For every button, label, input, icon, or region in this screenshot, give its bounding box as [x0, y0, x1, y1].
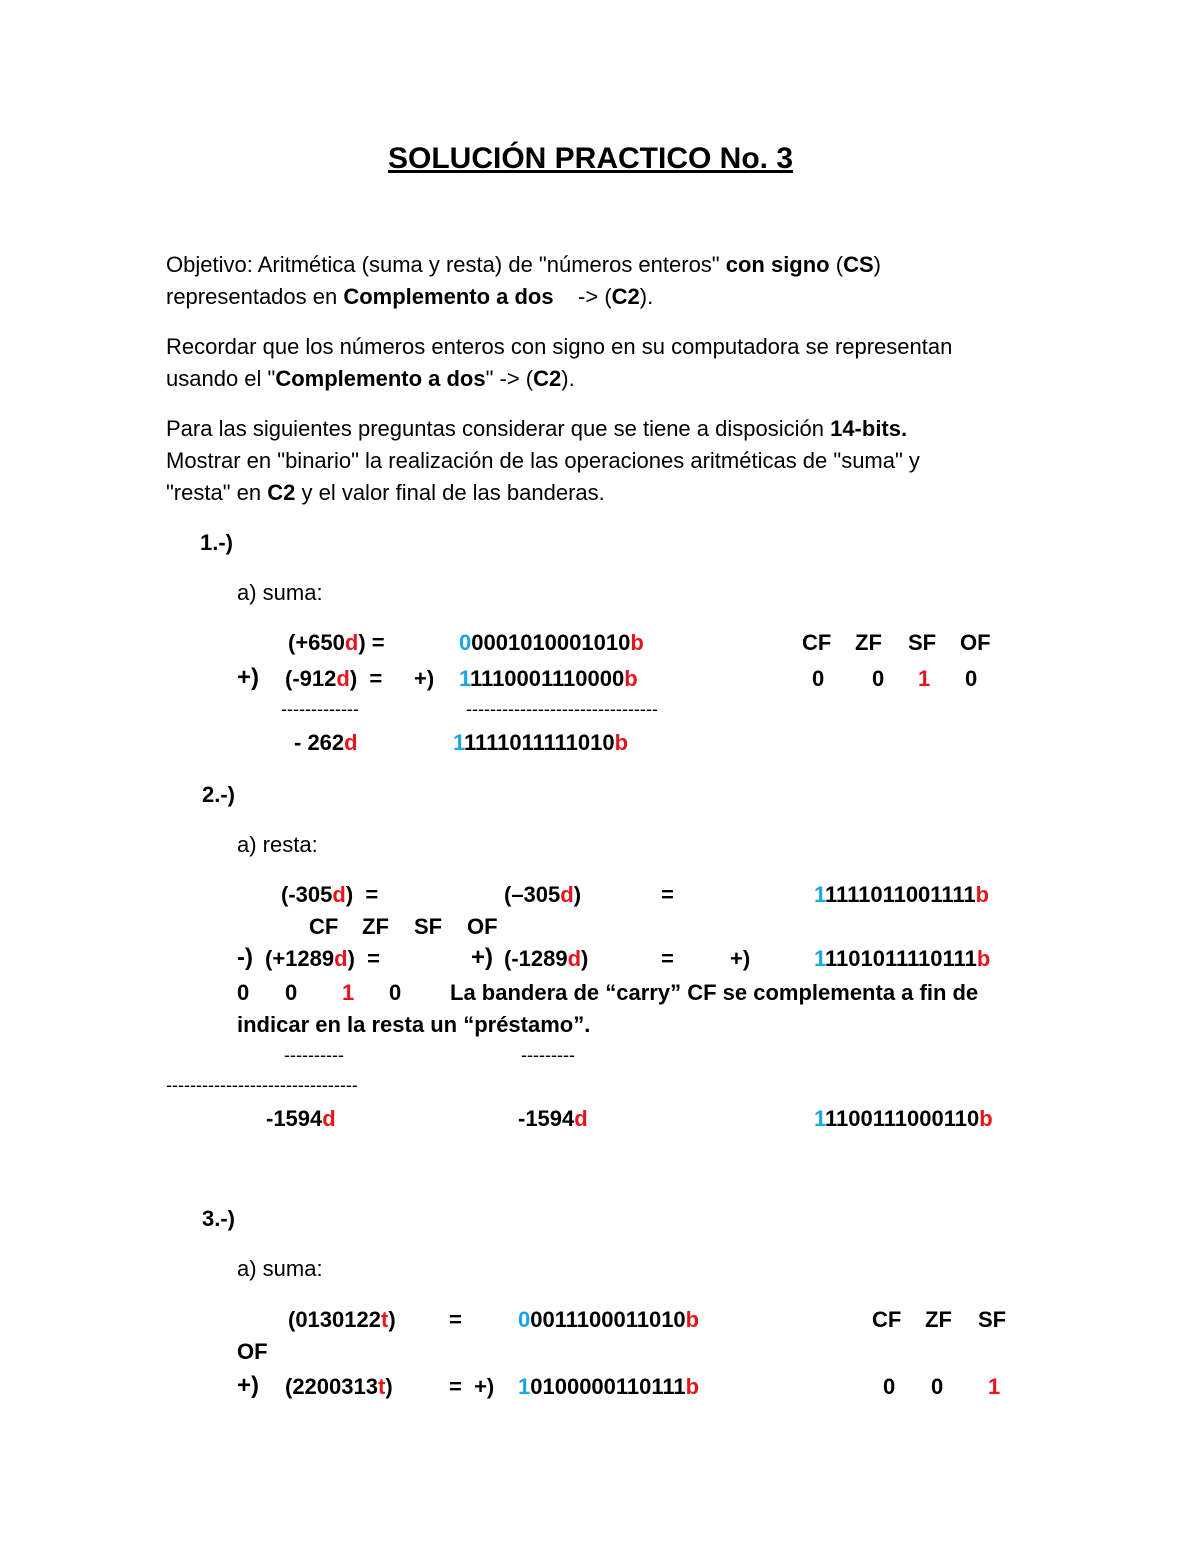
p2-operand-2 — [265, 948, 380, 970]
p2-result-decimal — [266, 1108, 336, 1130]
p3-binary-2 — [518, 1376, 699, 1398]
objective-line-1 — [166, 254, 881, 276]
p3-operand-2 — [285, 1376, 393, 1398]
p2-binary-2 — [814, 948, 990, 970]
divider: ---------- — [284, 1045, 344, 1065]
ternary-suffix: t — [377, 1374, 386, 1399]
binary-suffix: b — [630, 630, 644, 655]
text: " -> ( — [485, 366, 534, 391]
equals: ) = — [358, 630, 385, 655]
instructions-line-2: Mostrar en "binario" la realización de las operaciones aritméticas de "suma" y — [166, 448, 920, 473]
flag-of: OF — [237, 1339, 268, 1364]
complemento-a-dos: Complemento a dos — [343, 284, 554, 309]
value: -1594 — [266, 1106, 323, 1131]
bits: 1101011110111 — [825, 946, 977, 971]
divider: -------------------------------- — [166, 1075, 358, 1095]
problem-3-label: a) suma: — [237, 1256, 323, 1281]
minus-operator: -) — [237, 944, 253, 971]
sign-bit: 1 — [459, 666, 471, 691]
p3-binary-1 — [518, 1309, 699, 1331]
objective-label: Objetivo: — [166, 252, 253, 277]
flag-sf-value: 1 — [342, 980, 355, 1005]
p1-binary-1 — [459, 632, 644, 654]
p2-result-binary — [814, 1108, 993, 1130]
decimal-suffix: d — [344, 630, 359, 655]
sign-bit: 1 — [453, 730, 465, 755]
decimal-suffix: d — [560, 882, 574, 907]
plus-operator: +) — [471, 944, 494, 971]
cs-abbrev: CS — [843, 252, 874, 277]
flag-of: OF — [467, 914, 498, 939]
flag-sf: SF — [978, 1307, 1007, 1332]
text: usando el " — [166, 366, 276, 391]
sign-bit: 1 — [518, 1374, 531, 1399]
binary-suffix: b — [624, 666, 638, 691]
decimal-suffix: d — [322, 1106, 336, 1131]
flag-cf: CF — [309, 914, 339, 939]
problem-3-number: 3.-) — [202, 1206, 235, 1231]
flag-zf-value: 0 — [872, 666, 885, 691]
flag-zf: ZF — [855, 630, 882, 655]
flag-sf: SF — [908, 630, 937, 655]
binary-suffix: b — [979, 1106, 993, 1131]
p2-binary-1 — [814, 884, 989, 906]
flag-zf-value: 0 — [285, 980, 298, 1005]
flag-sf-value: 1 — [918, 666, 931, 691]
decimal-suffix: d — [344, 730, 358, 755]
recall-line-2 — [166, 368, 575, 390]
decimal-suffix: d — [334, 946, 348, 971]
flag-cf-value: 0 — [812, 666, 825, 691]
instructions-line-3 — [166, 482, 605, 504]
problem-1-number: 1.-) — [200, 530, 233, 555]
flag-cf: CF — [802, 630, 832, 655]
bits-count: 14-bits. — [830, 416, 908, 441]
plus-operator: +) — [730, 946, 751, 971]
text: y el valor final de las banderas. — [295, 480, 605, 505]
value: (2200313 — [285, 1374, 378, 1399]
value: (-1289 — [504, 946, 568, 971]
equals: ) = — [349, 666, 383, 691]
equals: = — [661, 882, 674, 907]
sign-bit: 0 — [518, 1307, 531, 1332]
page-title: SOLUCIÓN PRACTICO No. 3 — [388, 142, 794, 175]
decimal-suffix: d — [332, 882, 346, 907]
binary-suffix: b — [976, 946, 991, 971]
paren: ) — [581, 946, 589, 971]
binary-suffix: b — [685, 1307, 700, 1332]
plus-operator: +) — [237, 1372, 260, 1399]
equals: = — [661, 946, 674, 971]
instructions-line-1 — [166, 418, 907, 440]
binary-suffix: b — [614, 730, 629, 755]
flag-zf: ZF — [362, 914, 389, 939]
sign-bit: 1 — [814, 946, 826, 971]
text: -> ( — [553, 284, 612, 309]
p2-operand-1 — [281, 884, 378, 906]
divider: -------------------------------- — [466, 699, 658, 719]
divider: ------------- — [281, 699, 359, 719]
c2-abbrev: C2 — [533, 366, 562, 391]
paren: ) — [385, 1374, 393, 1399]
c2-abbrev: C2 — [611, 284, 640, 309]
plus-operator: +) — [414, 666, 435, 691]
p1-result-binary — [453, 732, 628, 754]
flag-sf: SF — [414, 914, 443, 939]
p1-binary-2 — [459, 668, 638, 690]
p2-operand-1-negated — [504, 884, 581, 906]
flag-of: OF — [960, 630, 991, 655]
text: "resta" en — [166, 480, 268, 505]
value: (-912 — [285, 666, 337, 691]
decimal-suffix: d — [574, 1106, 588, 1131]
p2-operand-2-negated — [504, 948, 588, 970]
text: ). — [639, 284, 654, 309]
equals: ) = — [345, 882, 379, 907]
c2-abbrev: C2 — [267, 480, 296, 505]
flag-sf-value: 1 — [988, 1374, 1001, 1399]
objective-line-2 — [166, 286, 653, 308]
plus-operator: +) — [237, 664, 260, 691]
bits: 0011100011010 — [530, 1307, 686, 1332]
value: (-305 — [281, 882, 333, 907]
binary-suffix: b — [975, 882, 990, 907]
equals: ) = — [347, 946, 380, 971]
flag-of-value: 0 — [965, 666, 978, 691]
paren-close: ) — [873, 252, 881, 277]
sign-bit: 1 — [814, 1106, 826, 1131]
value: (+650 — [288, 630, 345, 655]
p2-result-decimal-2 — [518, 1108, 588, 1130]
problem-2-label: a) resta: — [237, 832, 318, 857]
value: (+1289 — [265, 946, 335, 971]
p1-result-decimal — [294, 732, 358, 754]
binary-suffix: b — [685, 1374, 700, 1399]
text: representados en — [166, 284, 344, 309]
value: - 262 — [294, 730, 345, 755]
value: (0130122 — [288, 1307, 381, 1332]
p1-operand-1 — [288, 632, 385, 654]
p1-operand-2 — [285, 668, 382, 690]
decimal-suffix: d — [336, 666, 350, 691]
bits: 1111011001111 — [825, 882, 976, 907]
problem-2-number: 2.-) — [202, 782, 235, 807]
bits: 1110001110000 — [470, 666, 625, 691]
flag-zf-value: 0 — [931, 1374, 944, 1399]
paren-open: ( — [829, 252, 844, 277]
bits: 0100000110111 — [530, 1374, 686, 1399]
p3-operand-1 — [288, 1309, 396, 1331]
flag-cf: CF — [872, 1307, 902, 1332]
paren: ) — [573, 882, 582, 907]
carry-note-line-1: La bandera de “carry” CF se complementa a fin de — [450, 980, 979, 1005]
con-signo: con signo — [725, 252, 830, 277]
sign-bit: 1 — [814, 882, 826, 907]
divider: --------- — [521, 1045, 575, 1065]
bits: 1111011111010 — [464, 730, 615, 755]
paren: ) — [388, 1307, 396, 1332]
sign-bit: 0 — [459, 630, 472, 655]
objective-text: Aritmética (suma y resta) de "números enteros" — [252, 252, 726, 277]
flag-cf-value: 0 — [237, 980, 250, 1005]
recall-line-1: Recordar que los números enteros con signo en su computadora se representan — [166, 334, 953, 359]
problem-1-label: a) suma: — [237, 580, 323, 605]
equals: = — [449, 1307, 462, 1332]
value: (–305 — [504, 882, 561, 907]
bits: 0001010001010 — [471, 630, 631, 655]
flag-zf: ZF — [925, 1307, 952, 1332]
carry-note-line-2: indicar en la resta un “préstamo”. — [237, 1012, 591, 1037]
equals-plus: = +) — [449, 1374, 495, 1399]
flag-of-value: 0 — [389, 980, 402, 1005]
decimal-suffix: d — [567, 946, 582, 971]
flag-cf-value: 0 — [883, 1374, 896, 1399]
value: -1594 — [518, 1106, 575, 1131]
bits: 1100111000110 — [825, 1106, 980, 1131]
complemento-a-dos: Complemento a dos — [275, 366, 486, 391]
text: ). — [561, 366, 575, 391]
ternary-suffix: t — [380, 1307, 389, 1332]
text: Para las siguientes preguntas considerar que se tiene a disposición — [166, 416, 831, 441]
